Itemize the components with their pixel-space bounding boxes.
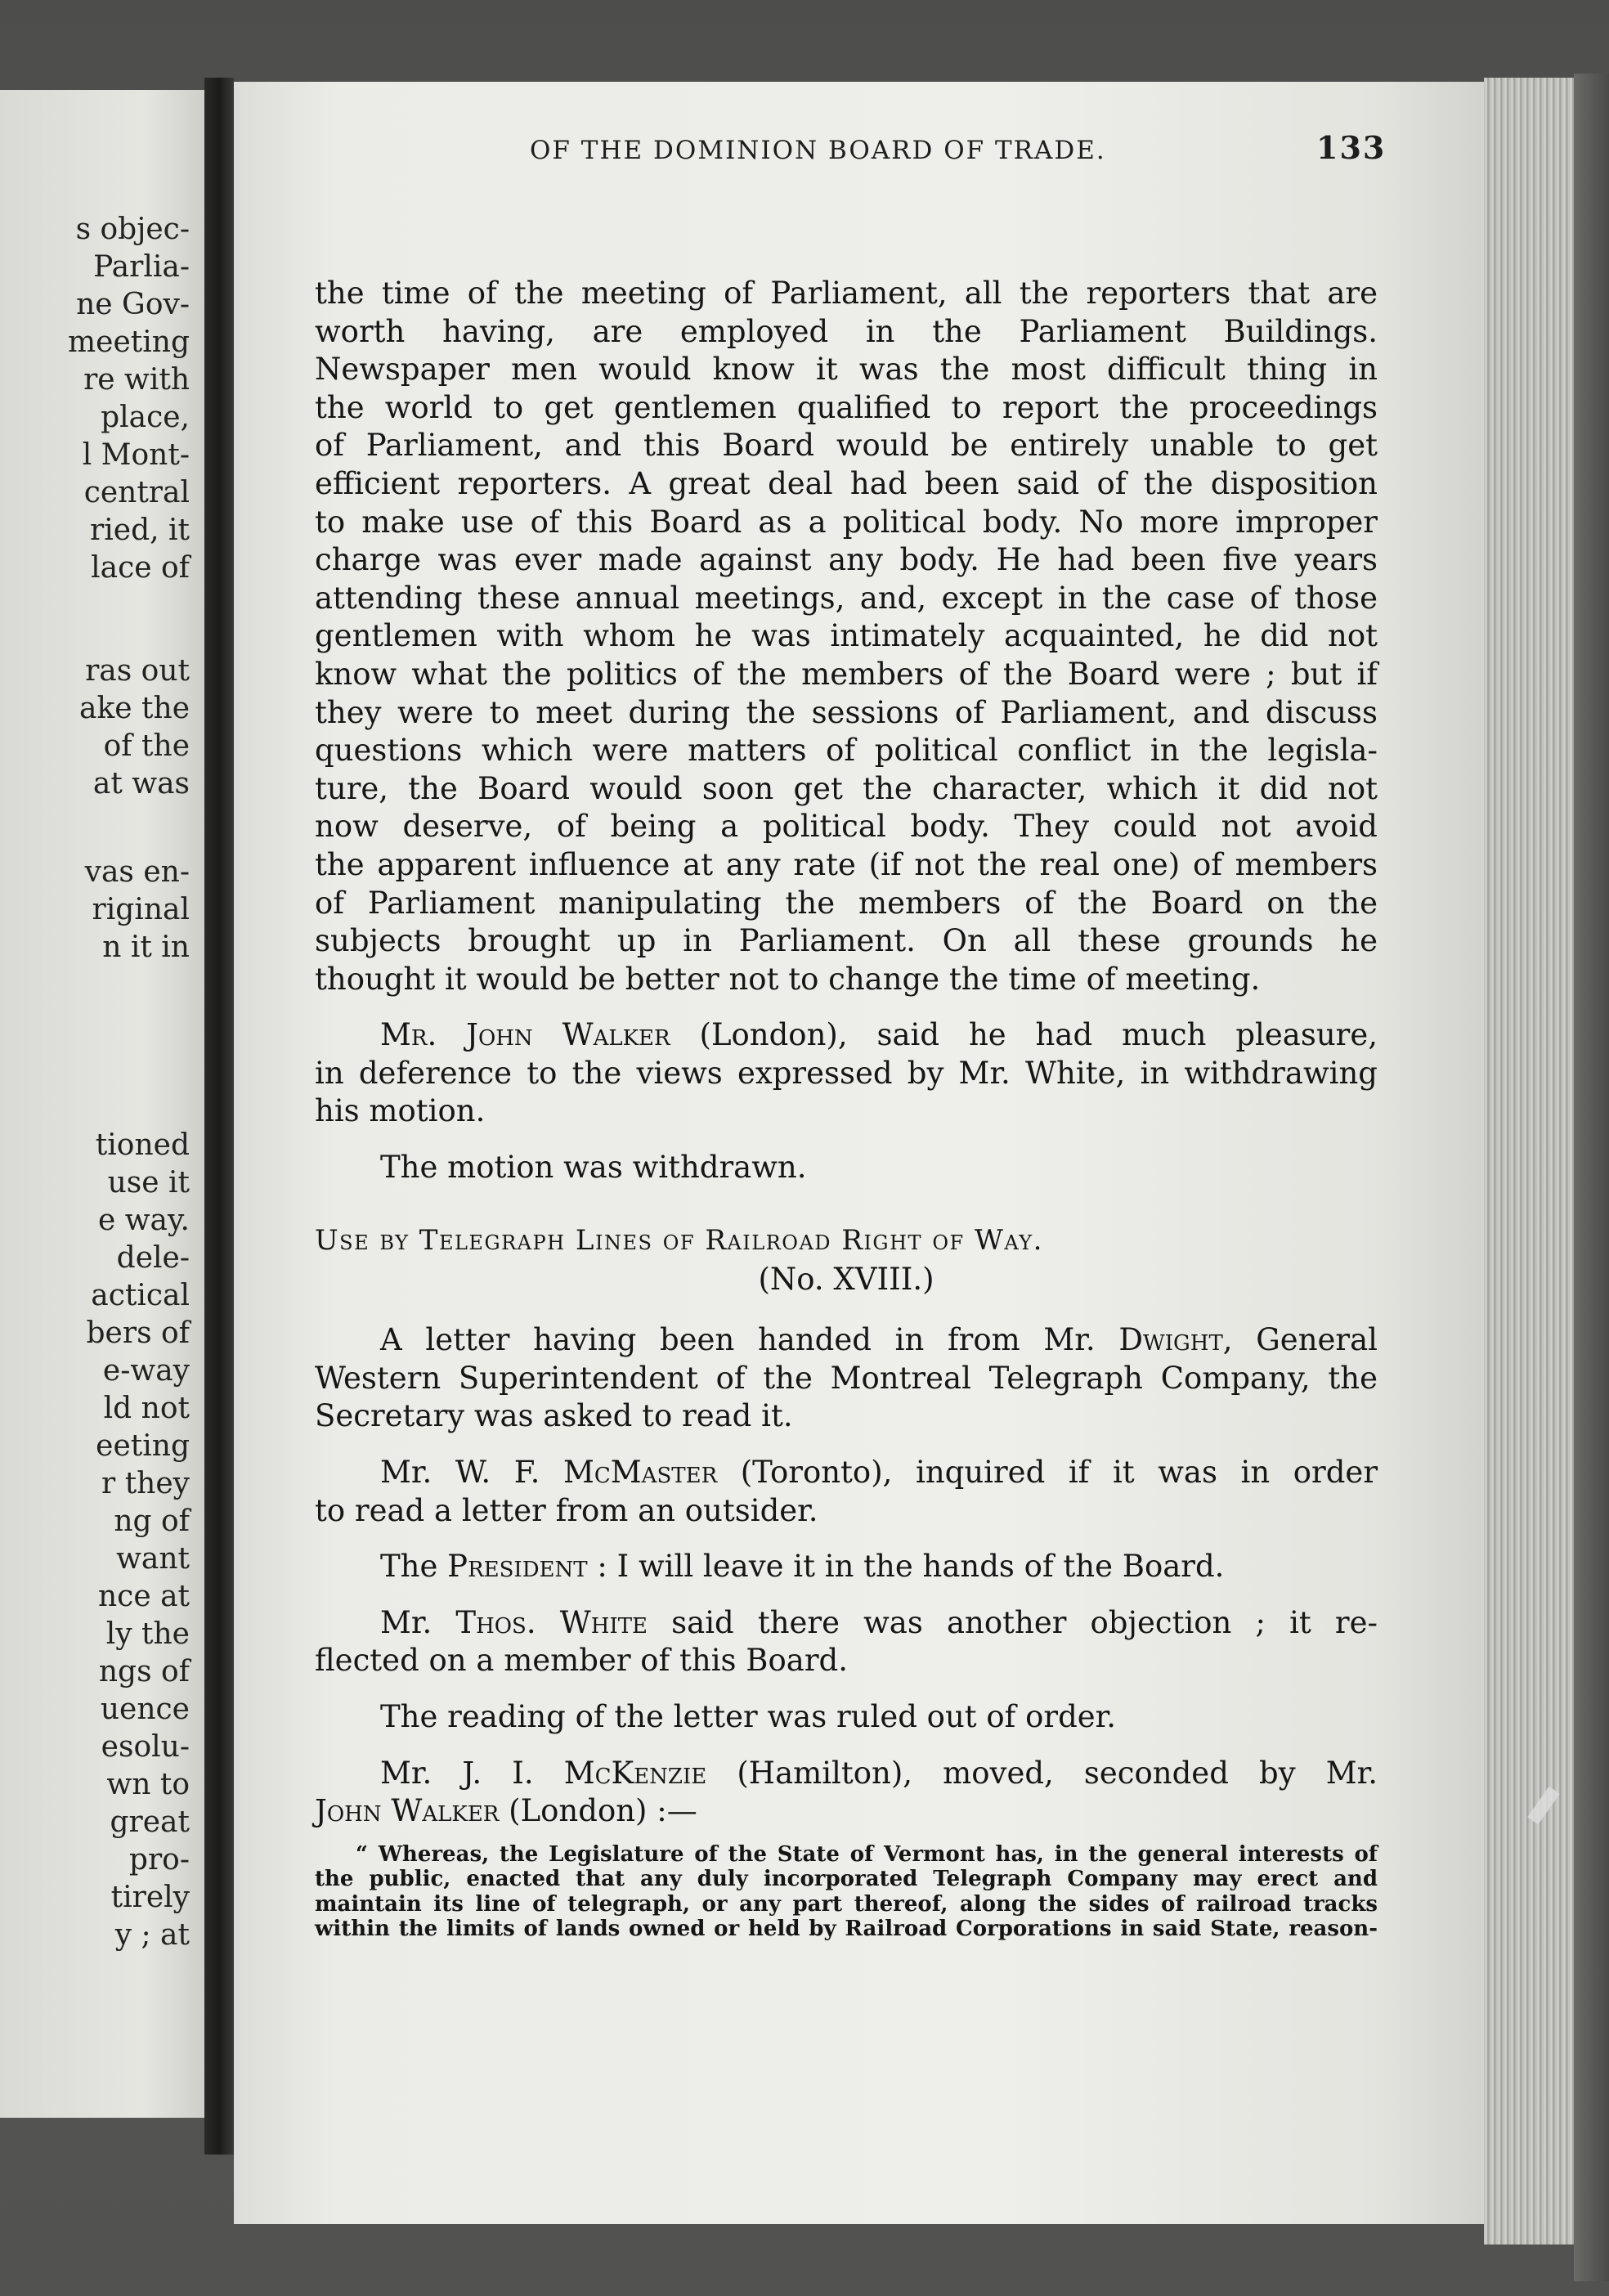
left-page-fragment: Parlia-: [93, 250, 190, 284]
book-gutter: [204, 78, 234, 2155]
paragraph-text: The reading of the letter was ruled out of order.: [380, 1699, 1117, 1734]
paragraph-text: (Hamilton), moved, seconded by Mr.: [706, 1755, 1378, 1791]
page-edges: [1484, 78, 1574, 2244]
quote-line: the public, enacted that any duly incorporated Telegraph Company may erect and: [315, 1867, 1378, 1892]
resolution-quote: [315, 1842, 1378, 1942]
paragraph-text: The: [380, 1549, 448, 1585]
paragraph-president: [315, 1548, 1378, 1586]
paragraph-letter: [315, 1321, 1378, 1360]
left-page-fragment: pro-: [128, 1843, 190, 1877]
running-title: OF THE DOMINION BOARD OF TRADE.: [530, 136, 1106, 165]
speaker-name: Mr. John Walker: [380, 1017, 670, 1053]
paragraph-line: worth having, are employed in the Parliament Buildings.: [315, 313, 1378, 349]
paragraph-reporters: [315, 275, 1378, 998]
page-number: 133: [1316, 129, 1387, 166]
speaker-name: McKenzie: [563, 1755, 707, 1791]
left-page-fragment: lace of: [91, 551, 190, 585]
paragraph-letter-line3: [315, 1397, 1378, 1436]
quote-line: within the limits of lands owned or held by Railroad Corporations in said State, reason-: [315, 1917, 1378, 1942]
paragraph-mcmaster: [315, 1454, 1378, 1492]
left-page-fragment: tioned: [95, 1128, 190, 1162]
paragraph-line: of Parliament manipulating the members of the Board on the: [315, 885, 1378, 921]
paragraph-line: efficient reporters. A great deal had been said of the disposition: [315, 465, 1378, 501]
paragraph-text: , General: [1222, 1322, 1378, 1358]
left-page-fragment: actical: [91, 1279, 190, 1312]
paragraph-walker-line3: [315, 1092, 1378, 1131]
left-page-fragment: r they: [101, 1467, 190, 1500]
left-page-fragment: uence: [100, 1693, 190, 1726]
paragraph-walker-line2: [315, 1055, 1378, 1093]
left-page-fragment: use it: [107, 1166, 190, 1200]
section-number: (No. XVIII.): [758, 1261, 934, 1297]
left-page-fragment: central: [83, 476, 190, 509]
left-page-fragment: riginal: [92, 893, 190, 926]
paragraph-text: : I will leave it in the hands of the Board.: [587, 1549, 1225, 1585]
left-page-fragment: ne Gov-: [76, 288, 190, 321]
paragraph-line: ture, the Board would soon get the character, which it did not: [315, 770, 1378, 806]
paragraph-white-line2: [315, 1642, 1378, 1680]
left-page-fragment: place,: [101, 401, 190, 434]
paragraph-line: thought it would be better not to change the time of meeting.: [315, 961, 1261, 997]
left-page-fragment: ake the: [79, 692, 190, 725]
paragraph-text: his motion.: [315, 1093, 486, 1129]
paragraph-line: gentlemen with whom he was intimately acquainted, he did not: [315, 618, 1378, 654]
left-page-fragment: ng of: [114, 1505, 190, 1538]
paragraph-line: the apparent influence at any rate (if not the real one) of members: [315, 846, 1378, 882]
paragraph-line: the world to get gentlemen qualified to report the proceedings: [315, 389, 1378, 425]
paragraph-white: [315, 1604, 1378, 1643]
speaker-name: McMaster: [563, 1455, 718, 1491]
paragraph-text: (Toronto), inquired if it was in order: [717, 1455, 1378, 1491]
paragraph-line: of Parliament, and this Board would be entirely unable to get: [315, 428, 1378, 464]
paragraph-text: Secretary was asked to read it.: [315, 1398, 793, 1434]
left-page-fragment: ras out: [85, 654, 190, 688]
left-page-edge: [0, 90, 204, 2118]
left-page-fragment: bers of: [86, 1316, 190, 1350]
paragraph-text: in deference to the views expressed by Mr. White, in withdrawing: [315, 1055, 1378, 1091]
left-page-fragment: ld not: [103, 1392, 190, 1425]
paragraph-mcmaster-line2: [315, 1492, 1378, 1531]
paragraph-mckenzie-line2: [315, 1792, 1378, 1831]
left-page-fragment: eeting: [96, 1429, 190, 1463]
paragraph-ruled: [315, 1698, 1378, 1737]
left-page-fragment: ly the: [105, 1617, 190, 1651]
left-page-fragment: re with: [83, 363, 190, 397]
paragraph-text: Mr. W. F.: [380, 1455, 564, 1491]
paragraph-text: to read a letter from an outsider.: [315, 1492, 818, 1528]
left-page-fragment: meeting: [68, 325, 190, 359]
paragraph-line: they were to meet during the sessions of Parliament, and discuss: [315, 694, 1378, 730]
page-body: [315, 275, 1378, 1942]
left-page-fragment: want: [116, 1542, 190, 1576]
paragraph-line: to make use of this Board as a political body. No more improper: [315, 504, 1378, 540]
paragraph-line: charge was ever made against any body. He had been five years: [315, 542, 1378, 578]
paragraph-text: Western Superintendent of the Montreal Telegraph Company, the: [315, 1360, 1378, 1396]
left-page-fragment: l Mont-: [82, 438, 190, 472]
paragraph-withdrawn: [315, 1149, 1378, 1187]
speaker-name: Thos. White: [455, 1604, 648, 1640]
paragraph-letter-line2: [315, 1360, 1378, 1398]
left-page-fragment: tirely: [110, 1881, 190, 1914]
left-page-fragment: vas en-: [84, 855, 190, 889]
left-page-fragment: esolu-: [101, 1730, 190, 1764]
paragraph-mckenzie: [315, 1755, 1378, 1793]
paragraph-line: attending these annual meetings, and, except in the case of those: [315, 580, 1378, 616]
paragraph-line: Newspaper men would know it was the most difficult thing in: [315, 352, 1378, 388]
page-edge-shadow: [1574, 74, 1609, 2281]
paragraph-line: now deserve, of being a political body. They could not avoid: [315, 809, 1378, 845]
paragraph-line: subjects brought up in Parliament. On all these grounds he: [315, 923, 1378, 959]
left-page-fragment: s objec-: [75, 213, 190, 246]
running-header: [0, 129, 1609, 178]
paragraph-text: Mr. J. I.: [380, 1755, 564, 1791]
left-page-fragment: wn to: [106, 1768, 190, 1801]
left-page-fragment: e-way: [102, 1354, 190, 1388]
paragraph-text: said there was another objection ; it re-: [648, 1604, 1378, 1640]
quote-line: maintain its line of telegraph, or any part thereof, along the sides of railroad tracks: [315, 1891, 1378, 1917]
left-page-fragment: nce at: [97, 1580, 190, 1613]
quote-line: “ Whereas, the Legislature of the State of Vermont has, in the general interests of: [356, 1841, 1378, 1867]
speaker-name: John Walker: [315, 1793, 500, 1829]
left-page-fragment: ried, it: [90, 513, 190, 547]
paragraph-text: A letter having been handed in from Mr.: [380, 1322, 1119, 1358]
paragraph-text: Mr.: [380, 1604, 456, 1640]
paragraph-text: flected on a member of this Board.: [315, 1643, 848, 1679]
section-heading: Use by Telegraph Lines of Railroad Right of Way.: [315, 1223, 1043, 1257]
left-page-fragment: of the: [103, 729, 190, 763]
left-page-fragment: great: [110, 1805, 190, 1839]
paragraph-text: The motion was withdrawn.: [380, 1150, 807, 1186]
paragraph-text: (London) :—: [499, 1793, 697, 1829]
paragraph-text: (London), said he had much pleasure,: [670, 1017, 1378, 1053]
paragraph-line: questions which were matters of political conflict in the legisla-: [315, 733, 1378, 769]
paragraph-line: know what the politics of the members of the Board were ; but if: [315, 656, 1378, 692]
left-page-fragment: e way.: [97, 1204, 190, 1237]
left-page-fragment: n it in: [102, 931, 190, 964]
left-page-fragment: ngs of: [98, 1655, 190, 1688]
paragraph-line: the time of the meeting of Parliament, all the reporters that are: [315, 276, 1378, 311]
left-page-fragment: dele-: [116, 1241, 190, 1275]
person-name: Dwight: [1118, 1322, 1223, 1358]
left-page-fragment: at was: [92, 767, 190, 800]
paragraph-walker: [315, 1016, 1378, 1055]
speaker-name: President: [447, 1549, 588, 1585]
left-page-fragment: y ; at: [114, 1918, 190, 1952]
